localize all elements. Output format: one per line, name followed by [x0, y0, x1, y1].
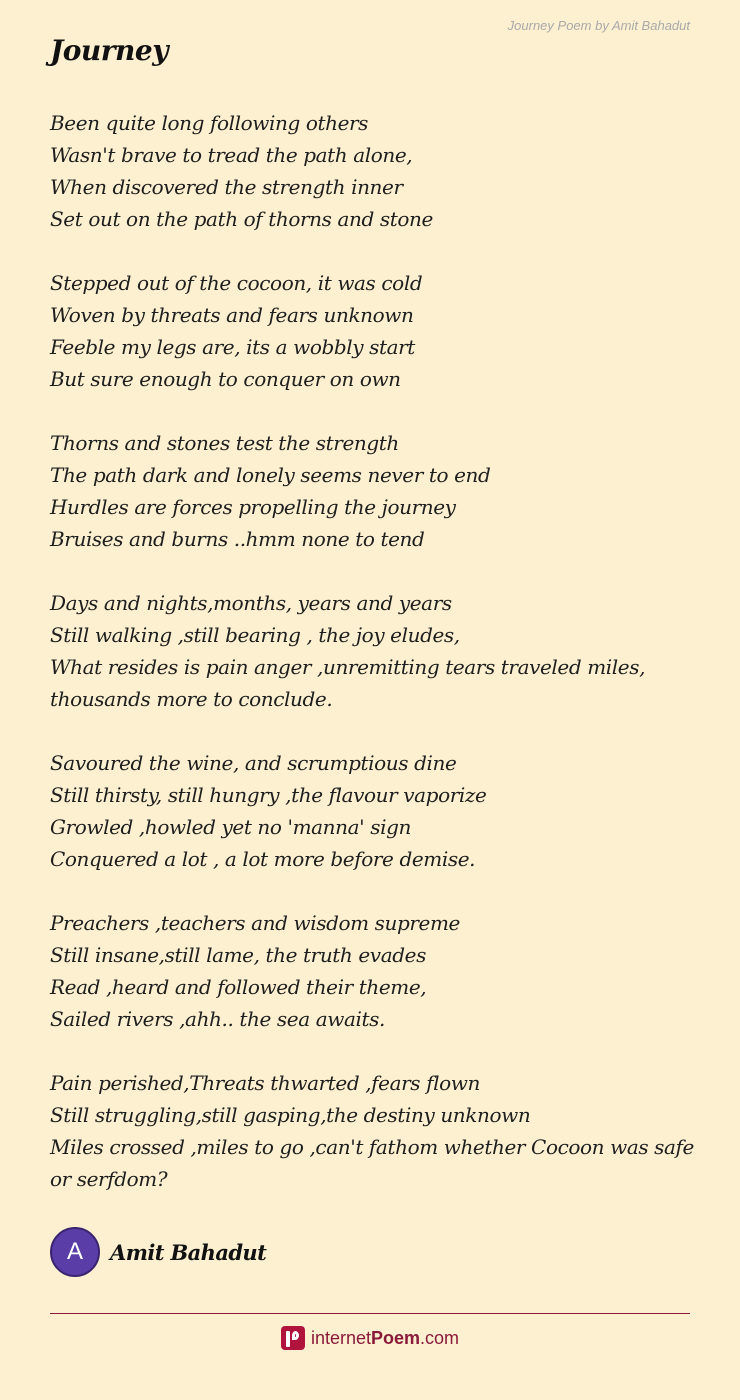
poem-line: Bruises and burns ..hmm none to tend	[50, 527, 425, 551]
poem-line: Read ,heard and followed their theme,	[50, 975, 427, 999]
footer-divider	[50, 1313, 690, 1314]
footer-brand-link[interactable]	[0, 1326, 740, 1350]
poem-line: Hurdles are forces propelling the journey	[50, 495, 456, 519]
brand-prefix: internet	[310, 1327, 371, 1348]
poem-line: Still thirsty, still hungry ,the flavour vaporize	[50, 783, 487, 807]
author-name[interactable]: Amit Bahadut	[110, 1239, 267, 1265]
poem-line: Feeble my legs are, its a wobbly start	[50, 335, 415, 359]
poem-line: Still struggling,still gasping,the destiny unknown	[50, 1103, 531, 1127]
poem-body	[50, 107, 700, 1227]
internetpoem-logo-icon	[281, 1326, 305, 1350]
poem-line: Woven by threats and fears unknown	[50, 303, 414, 327]
avatar-initial: A	[66, 1238, 83, 1265]
brand-suffix: .com	[420, 1327, 460, 1348]
poem-stanza	[50, 1067, 700, 1195]
poem-line: Miles crossed ,miles to go ,can't fathom whether Cocoon was safe or serfdom?	[50, 1135, 694, 1191]
poem-line: Savoured the wine, and scrumptious dine	[50, 751, 457, 775]
poem-stanza	[50, 267, 700, 395]
poem-line: When discovered the strength inner	[50, 175, 403, 199]
poem-line: Been quite long following others	[50, 111, 369, 135]
poem-line: Growled ,howled yet no 'manna' sign	[50, 815, 411, 839]
author-row[interactable]	[50, 1227, 266, 1277]
poem-line: Still insane,still lame, the truth evades	[50, 943, 426, 967]
brand-text	[311, 1328, 459, 1349]
poem-line: What resides is pain anger ,unremitting tears traveled miles,	[50, 655, 646, 679]
author-avatar[interactable]	[50, 1227, 100, 1277]
poem-line: Thorns and stones test the strength	[50, 431, 399, 455]
poem-line: Preachers ,teachers and wisdom supreme	[50, 911, 460, 935]
poem-stanza	[50, 107, 700, 235]
poem-line: thousands more to conclude.	[50, 687, 333, 711]
poem-title: Journey	[50, 34, 168, 67]
poem-line: Days and nights,months, years and years	[50, 591, 452, 615]
poem-line: Set out on the path of thorns and stone	[50, 207, 433, 231]
poem-line: The path dark and lonely seems never to end	[50, 463, 491, 487]
poem-line: Pain perished,Threats thwarted ,fears flown	[50, 1071, 480, 1095]
poem-line: Wasn't brave to tread the path alone,	[50, 143, 413, 167]
poem-line: Stepped out of the cocoon, it was cold	[50, 271, 423, 295]
poem-line: Conquered a lot , a lot more before demise.	[50, 847, 476, 871]
brand-bold: Poem	[371, 1327, 421, 1348]
poem-stanza	[50, 587, 700, 715]
poem-line: Still walking ,still bearing , the joy eludes,	[50, 623, 460, 647]
header-credit: Journey Poem by Amit Bahadut	[507, 18, 690, 33]
poem-line: But sure enough to conquer on own	[50, 367, 401, 391]
poem-stanza	[50, 427, 700, 555]
poem-stanza	[50, 907, 700, 1035]
poem-stanza	[50, 747, 700, 875]
poem-line: Sailed rivers ,ahh.. the sea awaits.	[50, 1007, 385, 1031]
